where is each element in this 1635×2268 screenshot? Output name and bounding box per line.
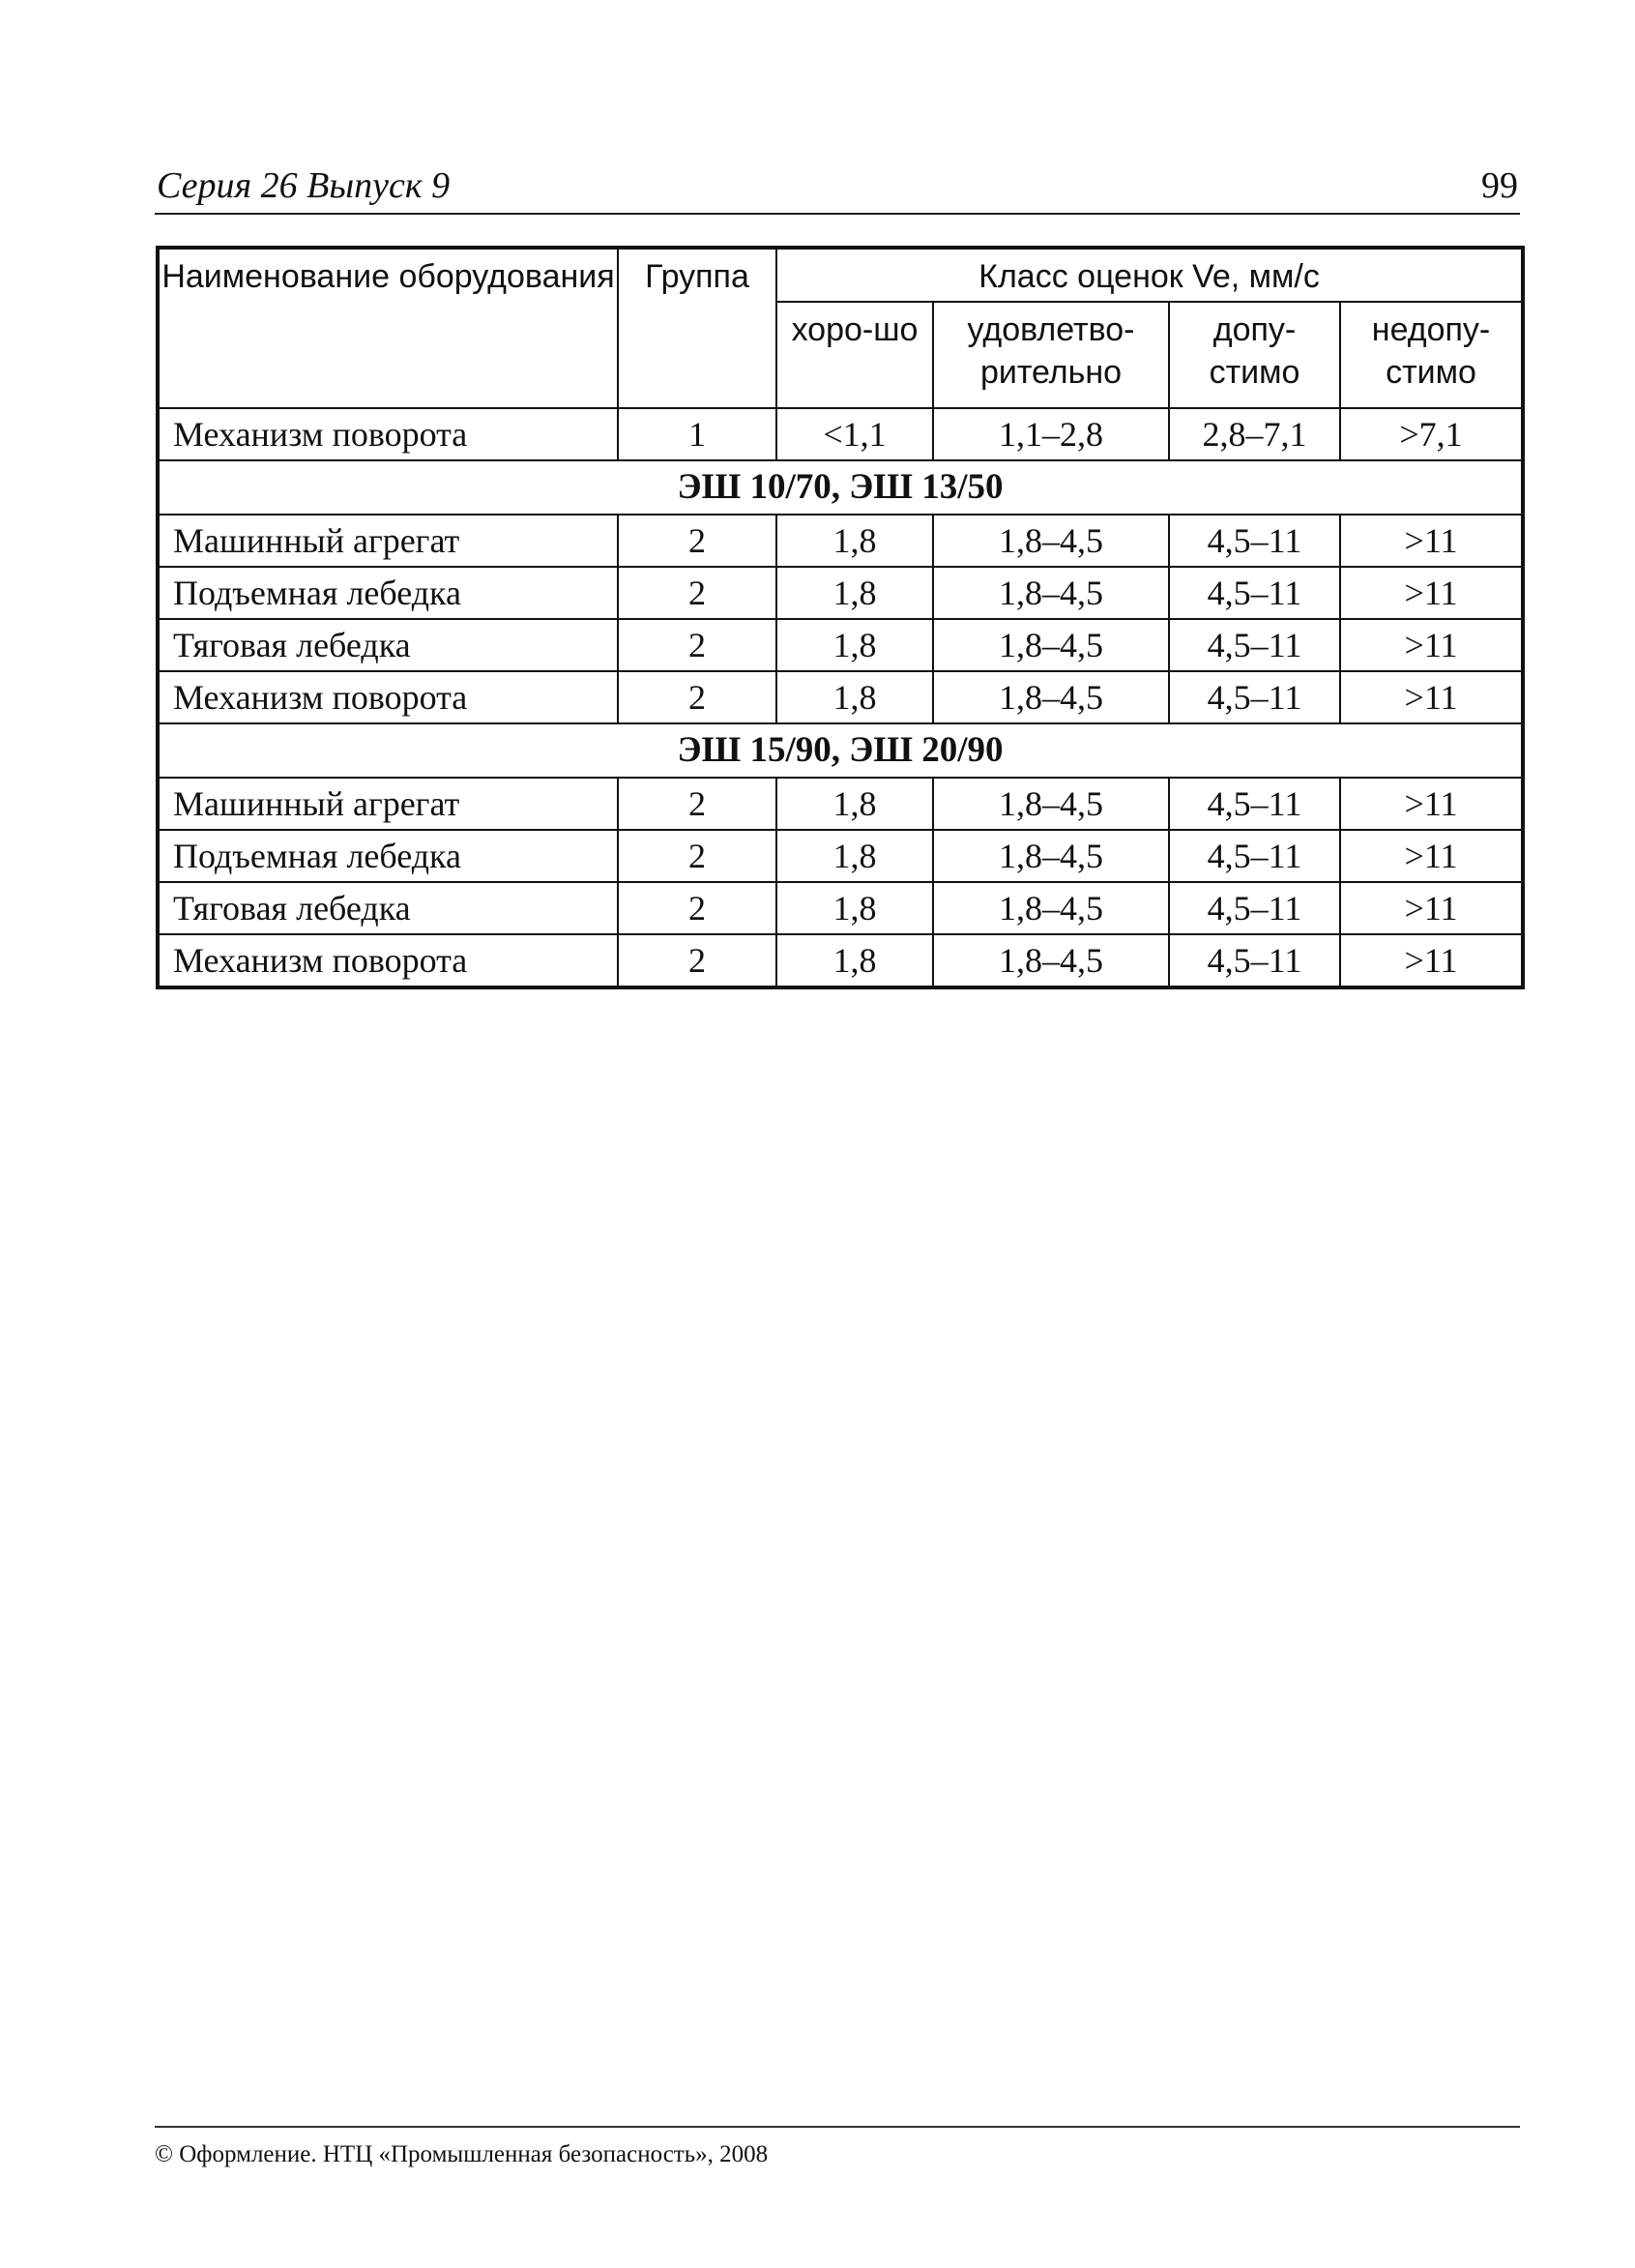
satisfactory-cell: 1,8–4,5 [933,619,1169,671]
good-cell: 1,8 [776,567,933,619]
group-cell: 1 [618,408,776,460]
table-row [158,408,1523,460]
permissible-cell: 4,5–11 [1169,671,1340,723]
impermissible-cell: >11 [1340,619,1523,671]
good-cell: 1,8 [776,671,933,723]
good-cell: 1,8 [776,619,933,671]
impermissible-cell: >11 [1340,567,1523,619]
header-assessment-class: Класс оценок Ve, мм/с [776,248,1523,302]
equipment-name: Подъемная лебедка [158,567,618,619]
group-cell: 2 [618,830,776,882]
permissible-cell: 4,5–11 [1169,882,1340,934]
header-permissible: допу-стимо [1169,302,1340,408]
satisfactory-cell: 1,8–4,5 [933,830,1169,882]
equipment-name: Машинный агрегат [158,515,618,567]
table-row [158,830,1523,882]
equipment-name: Машинный агрегат [158,778,618,830]
table-row [158,882,1523,934]
page-header [155,162,1520,215]
permissible-cell: 4,5–11 [1169,567,1340,619]
permissible-cell: 4,5–11 [1169,619,1340,671]
header-good: хоро-шо [776,302,933,408]
permissible-cell: 4,5–11 [1169,778,1340,830]
table-row [158,934,1523,987]
impermissible-cell: >7,1 [1340,408,1523,460]
series-title: Серия 26 Выпуск 9 [157,165,451,206]
impermissible-cell: >11 [1340,934,1523,987]
permissible-cell: 4,5–11 [1169,830,1340,882]
good-cell: 1,8 [776,934,933,987]
group-cell: 2 [618,671,776,723]
impermissible-cell: >11 [1340,671,1523,723]
table-row [158,778,1523,830]
impermissible-cell: >11 [1340,882,1523,934]
equipment-name: Механизм поворота [158,934,618,987]
permissible-cell: 4,5–11 [1169,515,1340,567]
group-cell: 2 [618,619,776,671]
permissible-cell: 4,5–11 [1169,934,1340,987]
satisfactory-cell: 1,8–4,5 [933,567,1169,619]
good-cell: 1,8 [776,515,933,567]
satisfactory-cell: 1,8–4,5 [933,671,1169,723]
satisfactory-cell: 1,8–4,5 [933,882,1169,934]
section-row [158,723,1523,778]
table-row [158,671,1523,723]
section-row [158,460,1523,515]
header-group: Группа [618,248,776,408]
good-cell: 1,8 [776,882,933,934]
good-cell: 1,8 [776,778,933,830]
section-heading: ЭШ 10/70, ЭШ 13/50 [158,460,1523,515]
permissible-cell: 2,8–7,1 [1169,408,1340,460]
group-cell: 2 [618,515,776,567]
good-cell: 1,8 [776,830,933,882]
impermissible-cell: >11 [1340,830,1523,882]
equipment-name: Механизм поворота [158,671,618,723]
page-footer [155,2126,1520,2167]
equipment-name: Подъемная лебедка [158,830,618,882]
header-impermissible: недопу-стимо [1340,302,1523,408]
copyright-notice: © Оформление. НТЦ «Промышленная безопасность», 2008 [155,2141,769,2167]
table-row [158,567,1523,619]
equipment-name: Механизм поворота [158,408,618,460]
group-cell: 2 [618,778,776,830]
header-satisfactory: удовлетво-рительно [933,302,1169,408]
satisfactory-cell: 1,1–2,8 [933,408,1169,460]
good-cell: <1,1 [776,408,933,460]
satisfactory-cell: 1,8–4,5 [933,934,1169,987]
equipment-name: Тяговая лебедка [158,619,618,671]
table-row [158,619,1523,671]
header-equipment-name: Наименование оборудования [158,248,618,408]
group-cell: 2 [618,567,776,619]
vibration-class-table [156,246,1525,989]
satisfactory-cell: 1,8–4,5 [933,778,1169,830]
impermissible-cell: >11 [1340,515,1523,567]
group-cell: 2 [618,934,776,987]
page-number: 99 [1481,165,1518,206]
table-header-row [158,248,1523,302]
equipment-name: Тяговая лебедка [158,882,618,934]
satisfactory-cell: 1,8–4,5 [933,515,1169,567]
impermissible-cell: >11 [1340,778,1523,830]
section-heading: ЭШ 15/90, ЭШ 20/90 [158,723,1523,778]
group-cell: 2 [618,882,776,934]
table-row [158,515,1523,567]
